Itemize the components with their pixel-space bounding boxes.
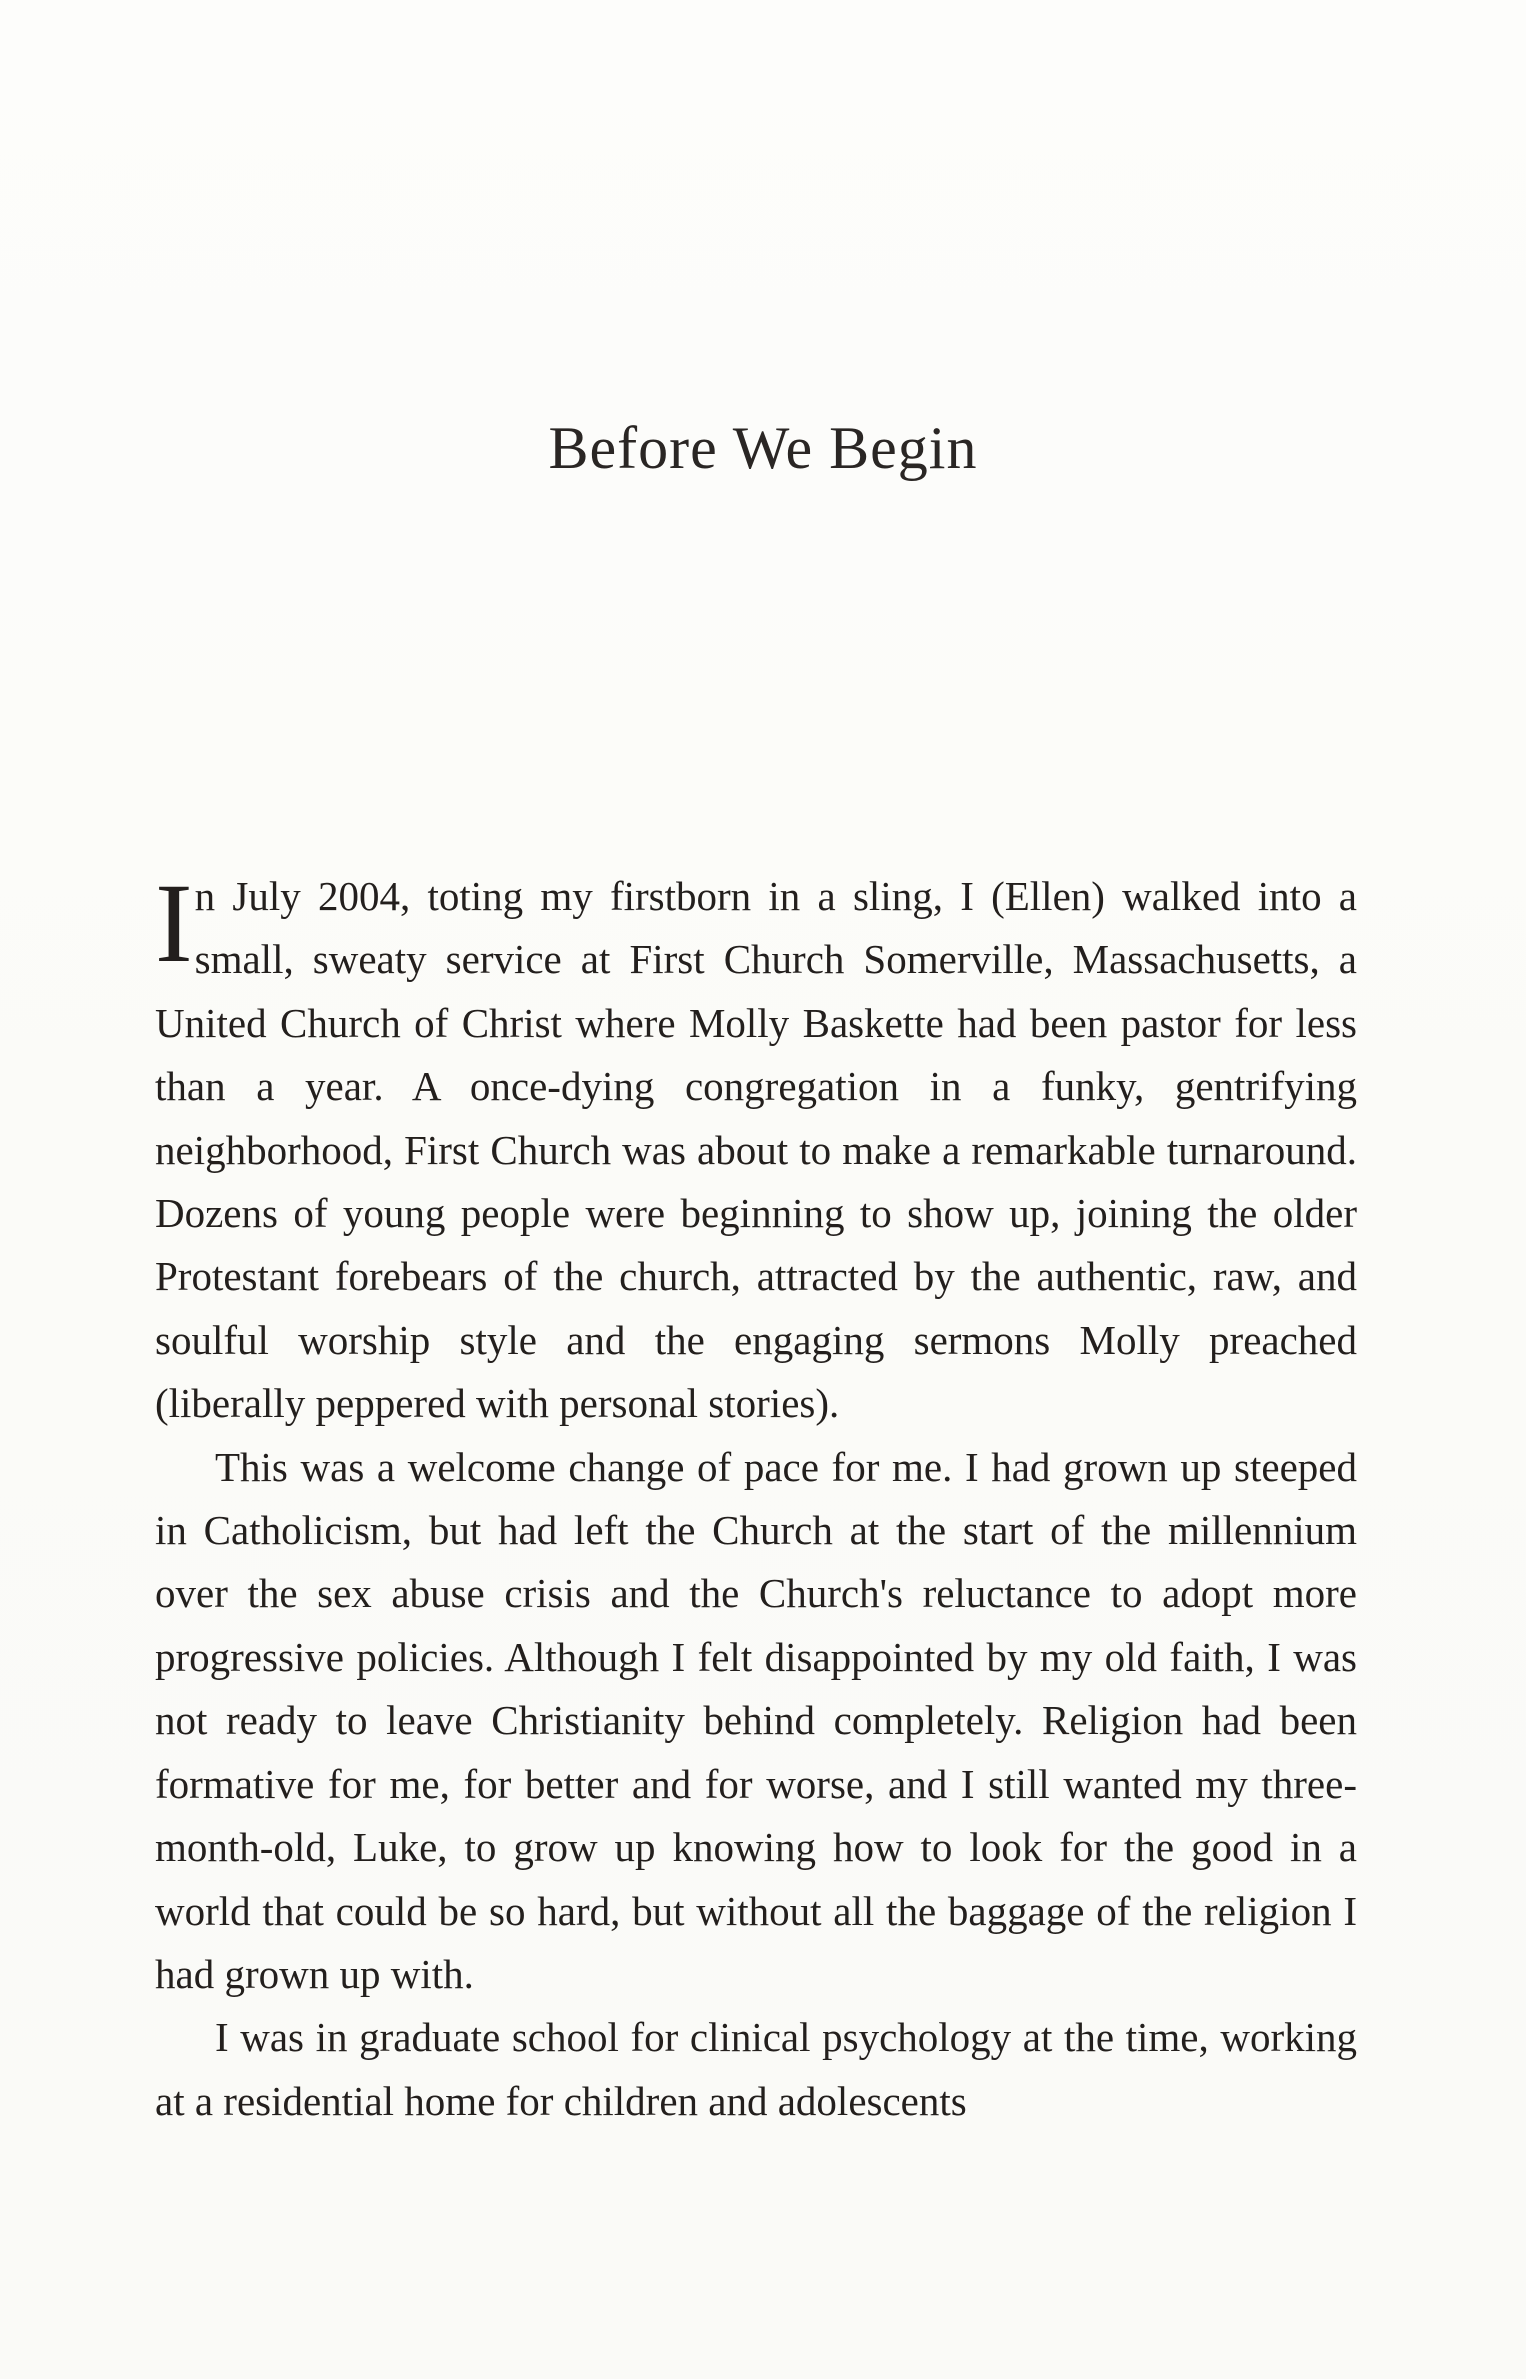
drop-cap: I [155,861,193,986]
paragraph-1 [155,861,1357,1436]
paragraph-1-text: n July 2004, toting my firstborn in a sling, I (Ellen) walked into a small, sweaty service at First Church Somerville, Massachusetts, a United Church of Christ where Molly Baskette had been pastor for less than a year. A once-dying congregation in a funky, gentrifying neighborhood, First Church was about to make a remarkable turnaround. Dozens of young people were beginning to show up, joining the older Protestant forebears of the church, attracted by the authentic, raw, and soulful worship style and the engaging sermons Molly preached (liberally peppered with personal stories). [155,873,1357,1427]
paragraph-3: I was in graduate school for clinical psychology at the time, working at a residential home for children and adolescents [155,2014,1357,2124]
chapter-title: Before We Begin [548,415,978,481]
body-text [155,861,1357,2133]
paragraph-2: This was a welcome change of pace for me. I had grown up steeped in Catholicism, but had left the Church at the start of the millennium over the sex abuse crisis and the Church's reluctance to adopt more progressive policies. Although I felt disappointed by my old faith, I was not ready to leave Christianity behind completely. Religion had been formative for me, for better and for worse, and I still wanted my three-month-old, Luke, to grow up knowing how to look for the good in a world that could be so hard, but without all the baggage of the religion I had grown up with. [155,1443,1357,1997]
